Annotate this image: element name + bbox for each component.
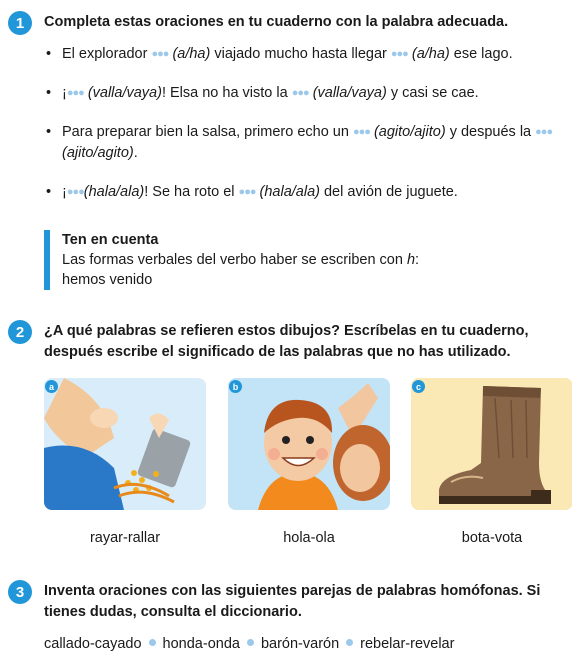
image-caption-b: hola-ola — [283, 530, 335, 546]
separator-dot — [247, 639, 254, 646]
blank-dots: ●●● — [151, 48, 169, 60]
pair-item: barón-varón — [260, 636, 340, 652]
blank-dots: ●●● — [535, 126, 553, 138]
exercise-1-number: 1 — [8, 11, 32, 35]
tip-box — [44, 230, 492, 290]
list-item: • ¡●●● (valla/vaya)! Elsa no ha visto la ●●● (valla/vaya) y casi se cae. — [44, 83, 564, 104]
blank-dots: ●●● — [238, 186, 256, 198]
list-item: • El explorador ●●● (a/ha) viajado mucho hasta llegar ●●● (a/ha) ese lago. — [44, 44, 564, 65]
blank-dots: ●●● — [66, 186, 84, 198]
grater-icon — [44, 378, 206, 510]
exercise-1-heading: Completa estas oraciones en tu cuaderno con la palabra adecuada. — [44, 14, 509, 30]
exercise-2-heading: ¿A qué palabras se refieren estos dibujos? Escríbelas en tu cuaderno, después escribe el significado de las palabras que no has utilizado. — [44, 323, 529, 360]
exercise-2-number: 2 — [8, 320, 32, 344]
separator-dot — [346, 639, 353, 646]
tip-text: Las formas verbales del verbo haber se escriben con h: — [62, 252, 420, 268]
image-caption-a: rayar-rallar — [89, 530, 161, 546]
waving-boy-icon — [228, 378, 390, 510]
exercise-3-number: 3 — [8, 580, 32, 604]
blank-dots: ●●● — [352, 126, 370, 138]
image-tag-c: c — [412, 380, 425, 393]
blank-dots: ●●● — [390, 48, 408, 60]
image-tag-b: b — [229, 380, 242, 393]
image-caption-c: bota-vota — [461, 530, 523, 546]
pair-item: rebelar-revelar — [360, 636, 455, 652]
tip-example: hemos venido — [62, 272, 153, 288]
image-tag-a: a — [45, 380, 58, 393]
pair-item: callado-cayado — [44, 636, 142, 652]
boot-icon — [411, 378, 572, 510]
blank-dots: ●●● — [291, 87, 309, 99]
tip-title: Ten en cuenta — [62, 232, 159, 248]
list-item: • Para preparar bien la salsa, primero echo un ●●● (agito/ajito) y después la ●●● (ajito/agito). — [44, 122, 564, 164]
blank-dots: ●●● — [66, 87, 84, 99]
pair-item: honda-onda — [162, 636, 240, 652]
homophone-pairs — [44, 636, 454, 652]
list-item: • ¡●●●(hala/ala)! Se ha roto el ●●● (hala/ala) del avión de juguete. — [44, 182, 564, 203]
separator-dot — [149, 639, 156, 646]
exercise-1-list — [44, 44, 564, 221]
exercise-3-heading: Inventa oraciones con las siguientes parejas de palabras homófonas. Si tienes dudas, consulta el diccionario. — [44, 583, 541, 620]
